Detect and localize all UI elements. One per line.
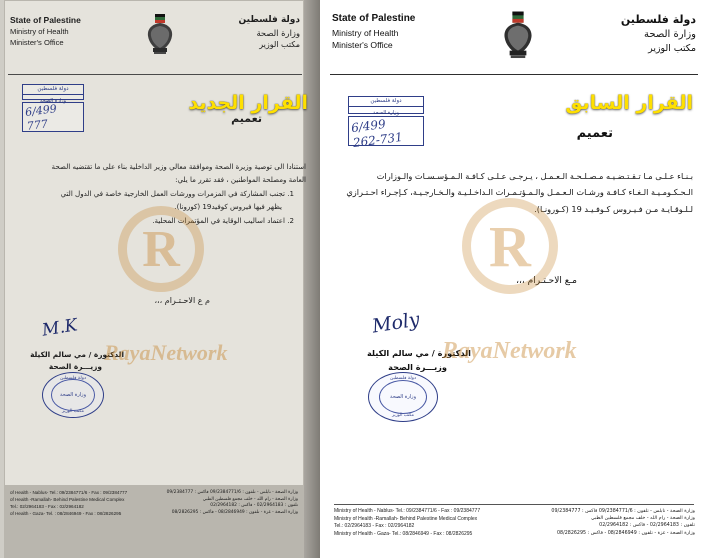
letterhead-right bbox=[332, 12, 696, 60]
signature-title-left: وزيـــرة الصحة bbox=[48, 362, 102, 371]
document-page-right bbox=[320, 0, 709, 558]
official-seal-right: دولة فلسطين وزارة الصحة مكتب الوزير bbox=[368, 372, 438, 422]
signature-title-right: وزيـــرة الصحة bbox=[388, 362, 447, 372]
palestine-eagle-crest-icon bbox=[499, 10, 537, 60]
registration-stamp-right: دولة فلسطين وزارة الصحة bbox=[348, 96, 424, 114]
page-edge-shadow-left bbox=[304, 0, 320, 558]
letterhead-english-left: State of Palestine Ministry of Health Minister's Office bbox=[10, 15, 81, 48]
handwritten-reference-left: 6/499 777 bbox=[24, 102, 58, 133]
footer-left bbox=[4, 486, 304, 558]
document-right-previous-decision bbox=[320, 0, 709, 558]
closing-left: م ع الاحـتـرام ،،، bbox=[154, 296, 210, 305]
letterhead-left bbox=[10, 14, 300, 56]
caption-new-decision: القرار الجديد bbox=[188, 92, 308, 114]
official-seal-left: دولة فلسطين وزارة الصحة مكتب الوزير bbox=[42, 372, 104, 418]
body-text-right: بـنـاء عـلـى مـا تـقـتـضـيـه مـصـلـحـة الـعـمـل ، يـرجـى عـلـى كـافـة الـمـؤسـسـات والـوزارات الـحـكـومـيـة الـغـاء كـافـة ورشـات الـعـمـل والـمـؤتـمـرات الـداخـلـيـة والـخـارجـيـة، كـإجـراء احـتـرازي لـلـوقـايـة مـن فـيـروس كـوفـيـد 19 (كـورونـا). bbox=[346, 171, 693, 214]
signature-name-left: الدكتورة / مي سالم الكيلة bbox=[30, 350, 124, 359]
header-divider-left bbox=[8, 74, 302, 75]
subject-label-right: تعميم bbox=[576, 126, 613, 141]
watermark-text-left: RayaNetwork bbox=[104, 340, 228, 365]
signature-name-right: الدكتورة / مي سالم الكيلة bbox=[366, 348, 471, 358]
palestine-eagle-crest-icon bbox=[143, 12, 177, 56]
caption-previous-decision: القرار السابق bbox=[565, 92, 693, 114]
registration-stamp-left: دولة فلسطين وزارة الصحة bbox=[22, 84, 84, 100]
closing-right: مـع الاحـتـرام ،،، bbox=[516, 276, 577, 286]
letterhead-arabic-left: دولة فلسطين وزارة الصحة مكتب الوزير bbox=[238, 15, 300, 50]
document-left-new-decision bbox=[0, 0, 320, 558]
footer-english-left: of Health - Nablus- Tel.: 09/2384771/6 - Fax : 09/2384777 of Health -Ramallah- Behind Palestine Medical Complex Tel.: 02/2964183 - Fax : 02/2964182 of Health - Gaza- Tel. : 08/2846949 - Fax : 08/2826295 bbox=[10, 490, 128, 516]
watermark-ring-right: R bbox=[462, 198, 558, 294]
header-divider-right bbox=[330, 74, 698, 75]
footer-divider-right bbox=[334, 504, 694, 505]
subject-label-left: تعميم bbox=[231, 112, 262, 125]
watermark-ring-left: R bbox=[118, 206, 204, 292]
signature-scribble-left: M.K bbox=[40, 315, 79, 341]
footer-arabic-right: وزارة الصحة - نابلس - تلفون : 09/2384771/6 فاكس : 09/2384777 وزارة الصحة - رام الله - خلف مجمع فلسطين الطبي تلفون : 02/2964183 - فاكس : 02/2964182 وزارة الصحة - غزة - تلفون : 08/2846949 - فاكس : 08/2826295 bbox=[551, 509, 695, 536]
signature-scribble-right: Moly bbox=[370, 308, 422, 338]
letterhead-arabic-right: دولة فلسطين وزارة الصحة مكتب الوزير bbox=[620, 13, 696, 55]
handwritten-reference-right: 6/499 262-731 bbox=[350, 116, 404, 150]
footer-arabic-left: وزارة الصحة - نابلس - تلفون : 09/2384771/6 فاكس : 09/2384777 وزارة الصحة - رام الله - خلف مجمع فلسطين الطبي تلفون : 02/2964183 - فاكس : 02/2964182 وزارة الصحة - غزة - تلفون : 08/2846949 - فاكس : 08/2826295 bbox=[166, 490, 298, 515]
letterhead-english-right: State of Palestine Ministry of Health Minister's Office bbox=[332, 13, 416, 50]
body-text-left: استنادا الى توصية وزيرة الصحة وموافقة معالي وزير الداخلية بناء على ما تقتضيه الصحة العامة ومصلحة المواطنين ، فقد تقرر ما يلي: 1. تجنب المشاركة في المزمرات وورشات العمل الخارجية خاصة في الدول التي يظهر فيها فيروس كوفيد19 (كورونا). 2. اعتماد اساليب الوقاية في المؤتمرات المحلية. bbox=[51, 162, 306, 225]
footer-english-right: Ministry of Health - Nablus- Tel.: 09/2384771/6 - Fax : 09/2384777 Ministry of Health -Ramallah- Behind Palestine Medical Complex Tel.: 02/2964183 - Fax : 02/2964182 Ministry of Health - Gaza- Tel.: 08/2846949 - Fax : 08/2826295 bbox=[334, 508, 481, 537]
watermark-text-right: RayaNetwork bbox=[442, 338, 577, 364]
